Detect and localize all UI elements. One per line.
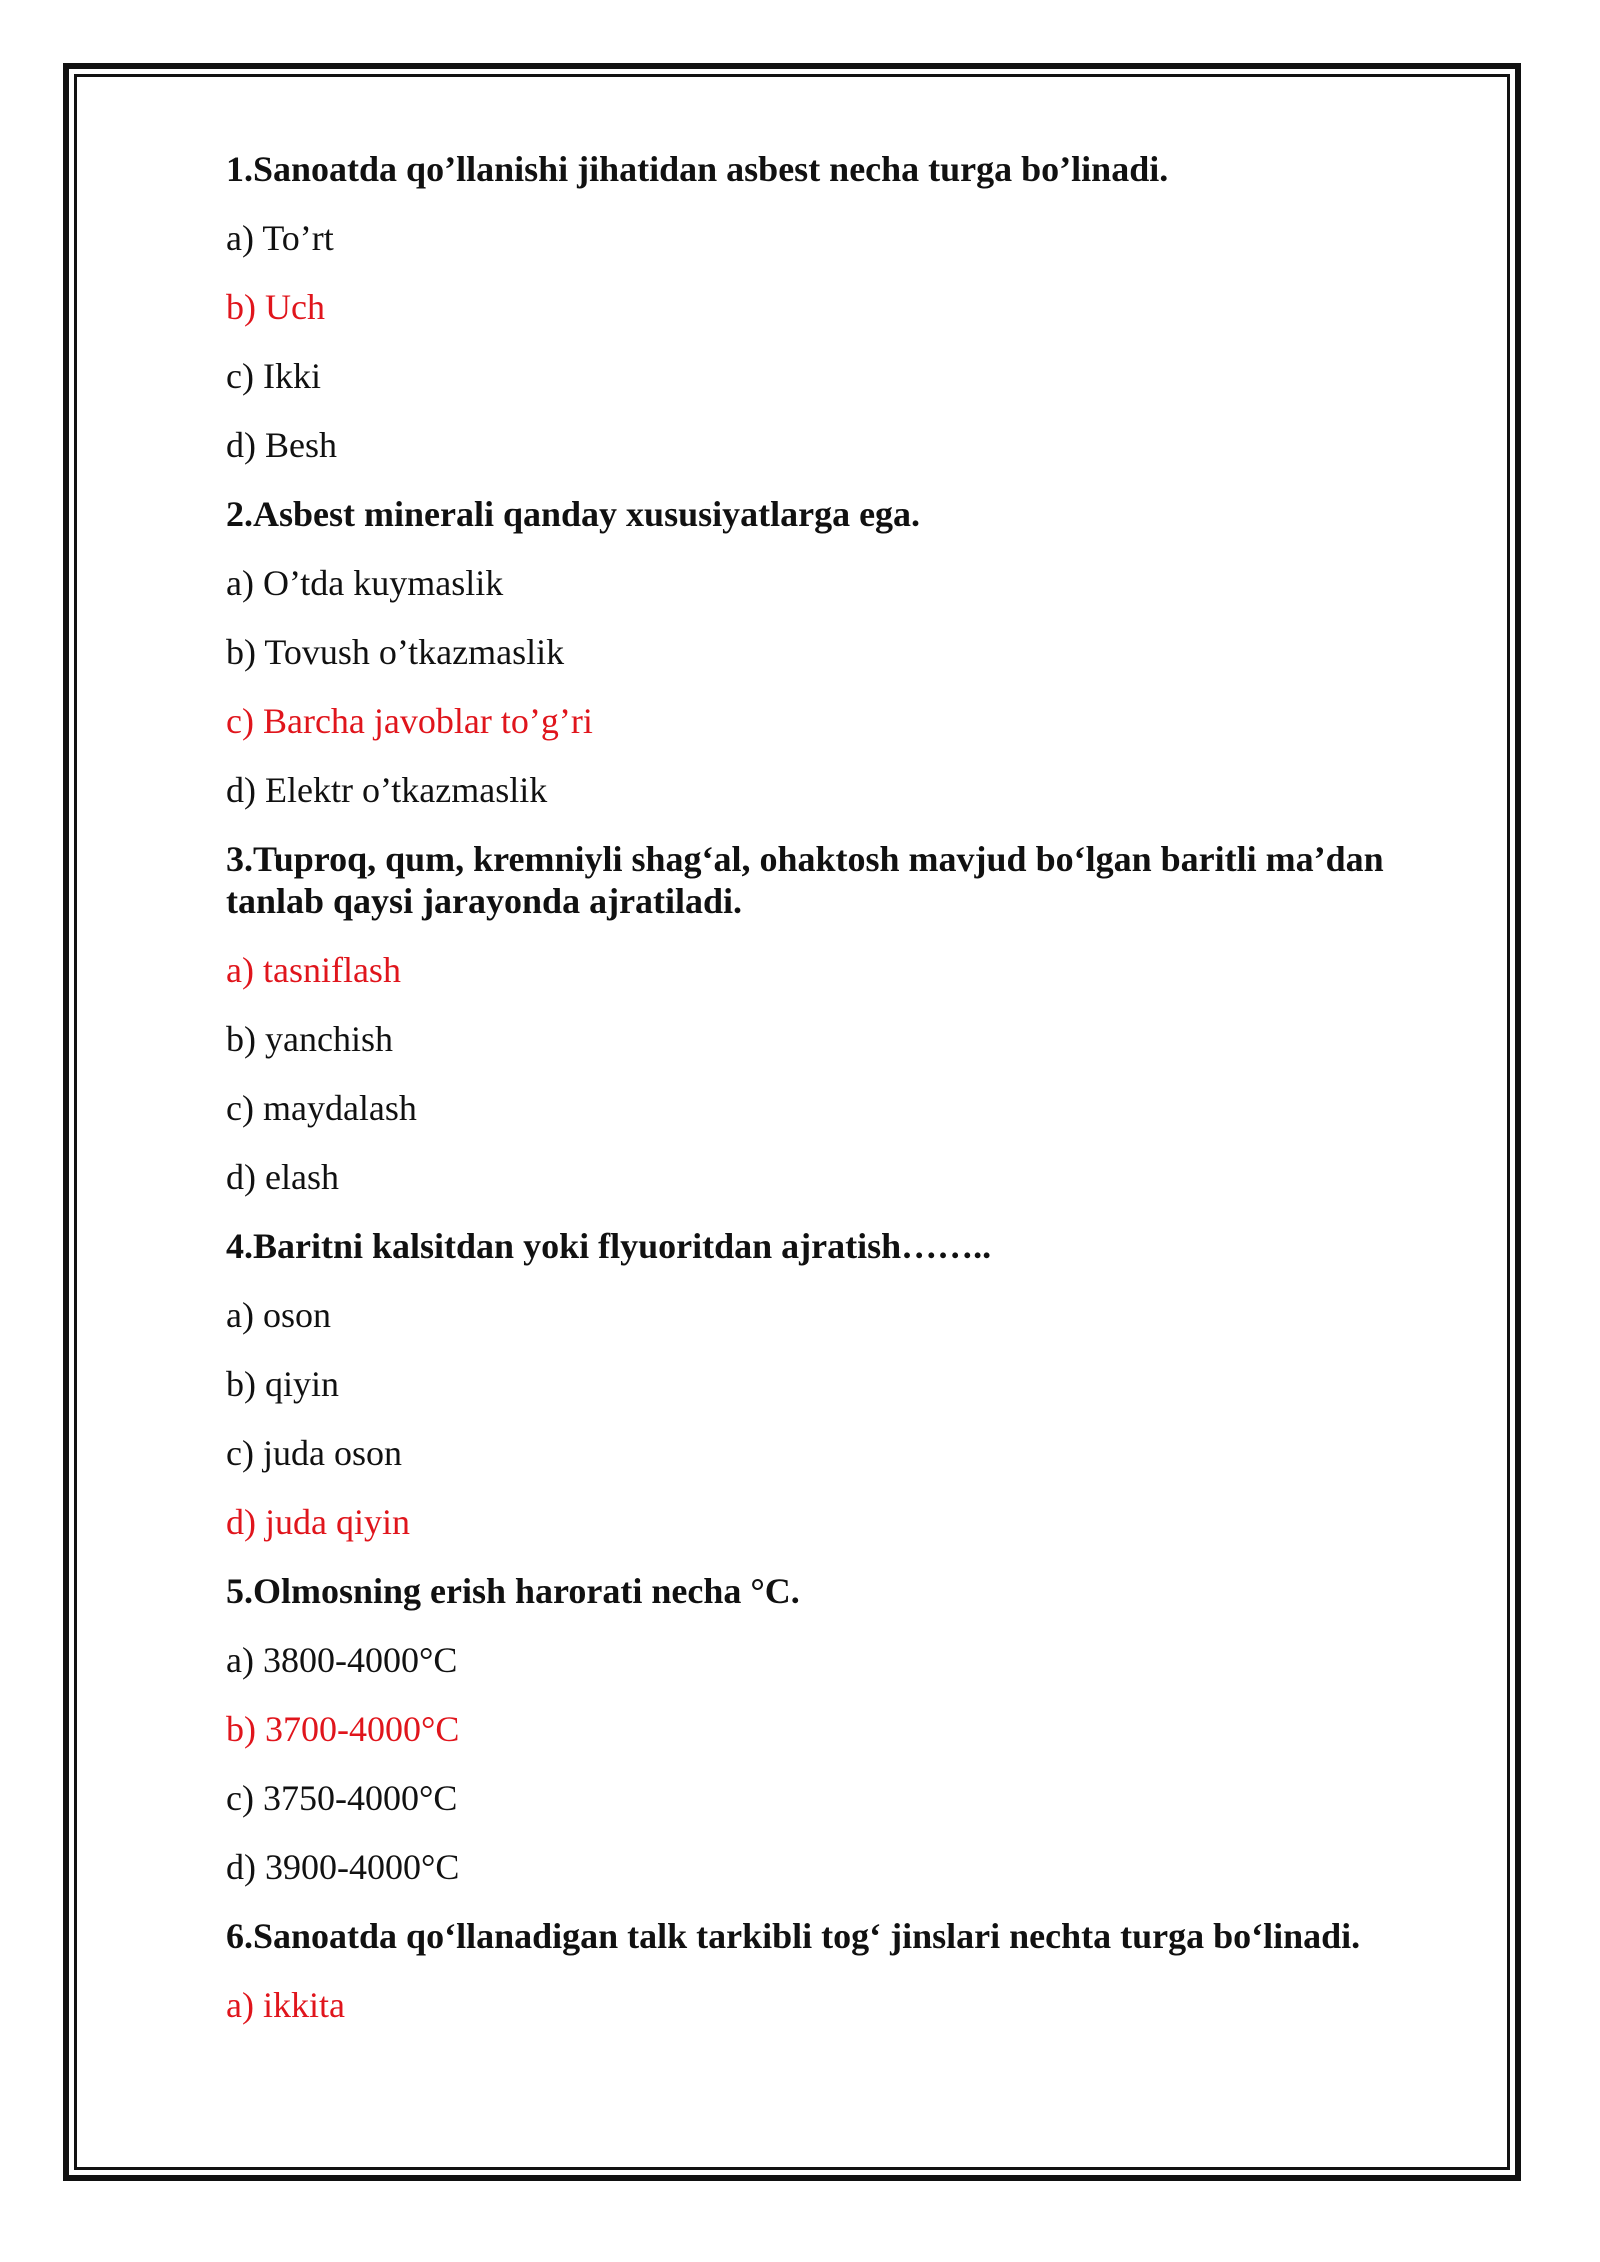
question-block xyxy=(226,838,1456,1198)
answer-option: a) To’rt xyxy=(226,218,334,258)
answer-option-correct: d) juda qiyin xyxy=(226,1502,410,1542)
answer-option: c) Ikki xyxy=(226,356,321,396)
answer-option: a) O’tda kuymaslik xyxy=(226,563,504,603)
question-block xyxy=(226,1225,1456,1543)
answer-option: b) Tovush o’tkazmaslik xyxy=(226,632,565,672)
answer-option-correct: c) Barcha javoblar to’g’ri xyxy=(226,701,593,741)
question-block xyxy=(226,493,1456,811)
question-text: 1.Sanoatda qo’llanishi jihatidan asbest necha turga bo’linadi. xyxy=(226,149,1169,189)
answer-option: d) elash xyxy=(226,1157,339,1197)
question-text: 4.Baritni kalsitdan yoki flyuoritdan ajratish…….. xyxy=(226,1226,992,1266)
answer-option: c) maydalash xyxy=(226,1088,417,1128)
answer-option-correct: a) tasniflash xyxy=(226,950,401,990)
quiz-content xyxy=(226,148,1456,2053)
answer-option: d) 3900-4000°C xyxy=(226,1847,460,1887)
question-block xyxy=(226,148,1456,466)
question-block xyxy=(226,1570,1456,1888)
question-text: 6.Sanoatda qo‘llanadigan talk tarkibli tog‘ jinslari nechta turga bo‘linadi. xyxy=(226,1916,1361,1956)
question-text: 5.Olmosning erish harorati necha °C. xyxy=(226,1571,800,1611)
question-text: 3.Tuproq, qum, kremniyli shag‘al, ohaktosh mavjud bo‘lgan baritli ma’dan tanlab qaysi jarayonda ajratiladi. xyxy=(226,839,1384,921)
answer-option: d) Besh xyxy=(226,425,337,465)
answer-option-correct: a) ikkita xyxy=(226,1985,345,2025)
answer-option: b) yanchish xyxy=(226,1019,393,1059)
answer-option-correct: b) 3700-4000°C xyxy=(226,1709,460,1749)
answer-option: c) juda oson xyxy=(226,1433,402,1473)
answer-option-correct: b) Uch xyxy=(226,287,325,327)
question-block xyxy=(226,1915,1456,2026)
answer-option: c) 3750-4000°C xyxy=(226,1778,458,1818)
answer-option: b) qiyin xyxy=(226,1364,339,1404)
answer-option: a) oson xyxy=(226,1295,331,1335)
question-text: 2.Asbest minerali qanday xususiyatlarga ega. xyxy=(226,494,921,534)
answer-option: a) 3800-4000°C xyxy=(226,1640,458,1680)
answer-option: d) Elektr o’tkazmaslik xyxy=(226,770,548,810)
